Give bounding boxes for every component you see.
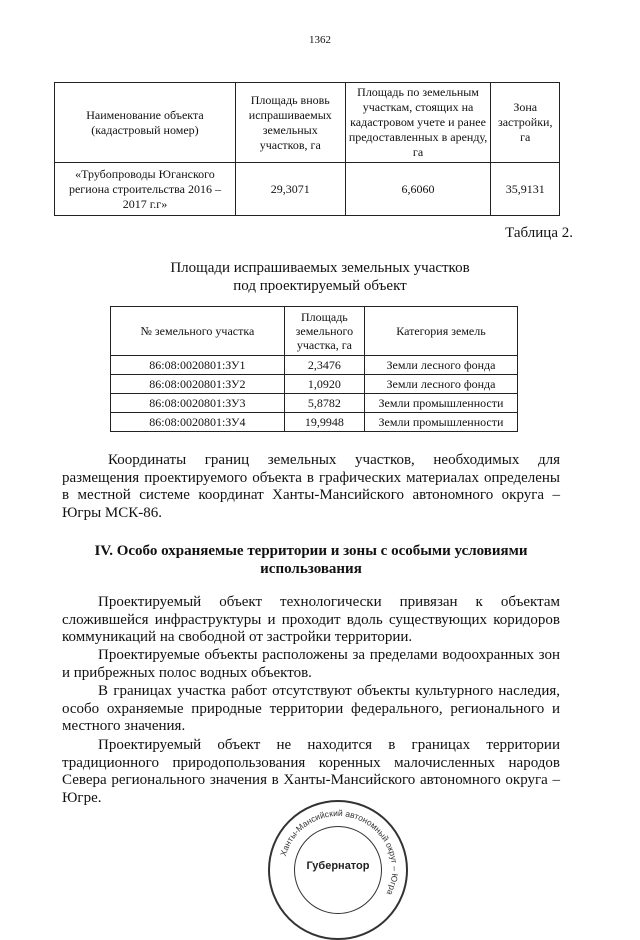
table-row — [111, 375, 518, 394]
table-header-cell: Площадь вновь испрашиваемых земельных участков, га — [235, 83, 345, 163]
table-header-row — [55, 83, 560, 163]
table-cell: Земли лесного фонда — [364, 356, 517, 375]
seal-center-text: Губернатор — [306, 860, 370, 872]
table-row — [55, 163, 560, 216]
table-cell: 5,8782 — [284, 394, 364, 413]
table-cell: 19,9948 — [284, 413, 364, 432]
table-cell: 6,6060 — [345, 163, 491, 216]
table-header-cell: № земельного участка — [111, 307, 285, 356]
table-header-cell: Зона застройки, га — [491, 83, 560, 163]
table-cell: 86:08:0020801:ЗУ2 — [111, 375, 285, 394]
body-paragraph: Проектируемый объект не находится в границах территории традиционного природопользования коренных малочисленных народов Севера регионального значения в Ханты-Мансийского автономного округа –Югре. — [62, 737, 560, 806]
table-row — [111, 394, 518, 413]
table-cell: 86:08:0020801:ЗУ4 — [111, 413, 285, 432]
table-cell: 86:08:0020801:ЗУ3 — [111, 394, 285, 413]
table-cell: Земли промышленности — [364, 413, 517, 432]
table-title-line: под проектируемый объект — [233, 278, 407, 294]
table-header-cell: Площадь по земельным участкам, стоящих на кадастровом учете и ранее предоставленных в аренду, га — [345, 83, 491, 163]
section-heading-line: IV. Особо охраняемые территории и зоны с особыми условиями — [94, 543, 528, 559]
seal-ring-text: Ханты-Мансийский автономный округ – Югра — [277, 807, 401, 897]
table-cell: Земли промышленности — [364, 394, 517, 413]
table-cell: 1,0920 — [284, 375, 364, 394]
land-area-summary-table — [54, 82, 560, 216]
table-header-cell: Наименование объекта (кадастровый номер) — [55, 83, 236, 163]
body-paragraph: В границах участка работ отсутствуют объекты культурного наследия, особо охраняемые природные территории федерального, регионального и местного значения. — [62, 683, 560, 734]
body-paragraph: Проектируемые объекты расположены за пределами водоохранных зон и прибрежных полос водных объектов. — [62, 647, 560, 681]
section-heading-line: использования — [260, 560, 362, 577]
table-cell: Земли лесного фонда — [364, 375, 517, 394]
table-title-line: Площади испрашиваемых земельных участков — [170, 260, 470, 276]
coordinates-paragraph: Координаты границ земельных участков, необходимых для размещения проектируемого объекта в графических материалах определены в местной системе координат Ханты-Мансийского автономного округа – Югры МСК-86. — [62, 452, 560, 521]
table-cell: 29,3071 — [235, 163, 345, 216]
official-seal — [268, 800, 408, 940]
table-title — [0, 259, 640, 295]
page-number: 1362 — [309, 34, 331, 46]
table-cell: «Трубопроводы Юганского региона строительства 2016 – 2017 г.г» — [55, 163, 236, 216]
table-header-row — [111, 307, 518, 356]
table-row — [111, 356, 518, 375]
table-header-cell: Площадь земельного участка, га — [284, 307, 364, 356]
section-heading — [62, 543, 560, 578]
body-paragraph: Проектируемый объект технологически привязан к объектам сложившейся инфраструктуры и проходит вдоль существующих коридоров коммуникаций на свободной от застройки территории. — [62, 594, 560, 645]
table-cell: 86:08:0020801:ЗУ1 — [111, 356, 285, 375]
land-plots-table — [110, 306, 518, 432]
table-cell: 35,9131 — [491, 163, 560, 216]
table-header-cell: Категория земель — [364, 307, 517, 356]
table-label: Таблица 2. — [505, 225, 573, 241]
table-cell: 2,3476 — [284, 356, 364, 375]
table-row — [111, 413, 518, 432]
